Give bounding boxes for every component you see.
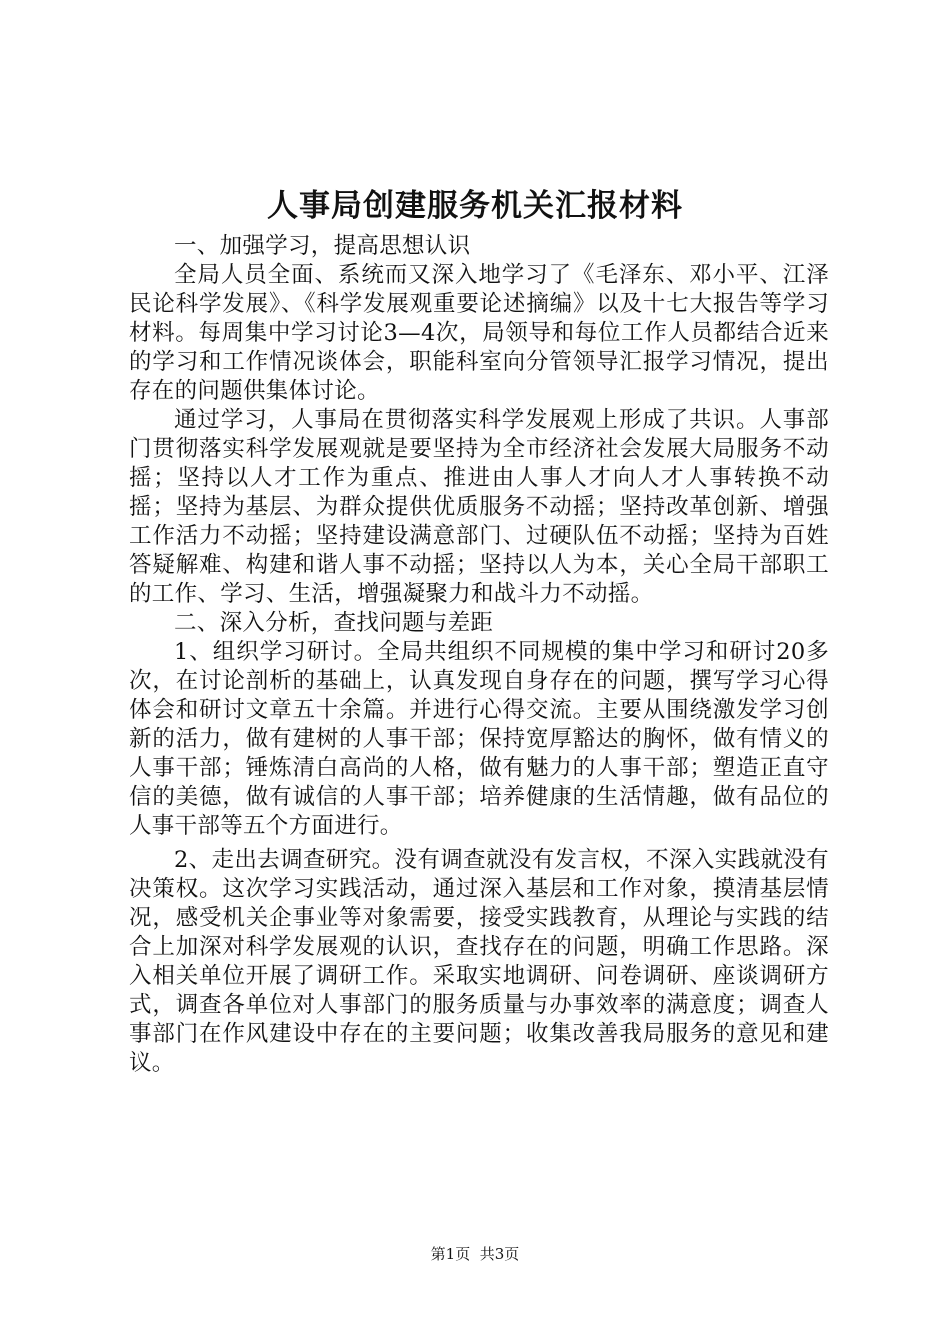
paragraph-consensus: 通过学习，人事局在贯彻落实科学发展观上形成了共识。人事部门贯彻落实科学发展观就是要坚持为全市经济社会发展大局服务不动摇；坚持以人才工作为重点、推进由人事人才向人才人事转换不动摇；坚持为基层、为群众提供优质服务不动摇；坚持改革创新、增强工作活力不动摇；坚持建设满意部门、过硬队伍不动摇；坚持为百姓答疑解难、构建和谐人事不动摇；坚持以人为本，关心全局干部职工的工作、学习、生活，增强凝聚力和战斗力不动摇。 xyxy=(129,407,829,607)
page-footer xyxy=(0,1244,950,1264)
section-heading-2: 二、深入分析，查找问题与差距 xyxy=(174,610,494,636)
paragraph-research: 2、走出去调查研究。没有调查就没有发言权，不深入实践就没有决策权。这次学习实践活动，通过深入基层和工作对象，摸清基层情况，感受机关企事业等对象需要，接受实践教育，从理论与实践的结合上加深对科学发展观的认识，查找存在的问题，明确工作思路。深入相关单位开展了调研工作。采取实地调研、问卷调研、座谈调研方式，调查各单位对人事部门的服务质量与办事效率的满意度；调查人事部门在作风建设中存在的主要问题；收集改善我局服务的意见和建议。 xyxy=(129,847,829,1076)
page-number: 第1页 xyxy=(430,1245,471,1263)
paragraph-study: 全局人员全面、系统而又深入地学习了《毛泽东、邓小平、江泽民论科学发展》、《科学发展观重要论述摘编》以及十七大报告等学习材料。每周集中学习讨论3—4次，局领导和每位工作人员都结合近来的学习和工作情况谈体会，职能科室向分管领导汇报学习情况，提出存在的问题供集体讨论。 xyxy=(129,262,829,404)
paragraph-seminar: 1、组织学习研讨。全局共组织不同规模的集中学习和研讨20多次，在讨论剖析的基础上，认真发现自身存在的问题，撰写学习心得体会和研讨文章五十余篇。并进行心得交流。主要从围绕激发学习创新的活力，做有建树的人事干部；保持宽厚豁达的胸怀，做有情义的人事干部；锤炼清白高尚的人格，做有魅力的人事干部；塑造正直守信的美德，做有诚信的人事干部；培养健康的生活情趣，做有品位的人事干部等五个方面进行。 xyxy=(129,639,829,839)
document-body xyxy=(129,232,829,1078)
section-heading-1: 一、加强学习，提高思想认识 xyxy=(174,233,471,259)
document-title: 人事局创建服务机关汇报材料 xyxy=(267,188,683,224)
page-total: 共3页 xyxy=(479,1245,520,1263)
